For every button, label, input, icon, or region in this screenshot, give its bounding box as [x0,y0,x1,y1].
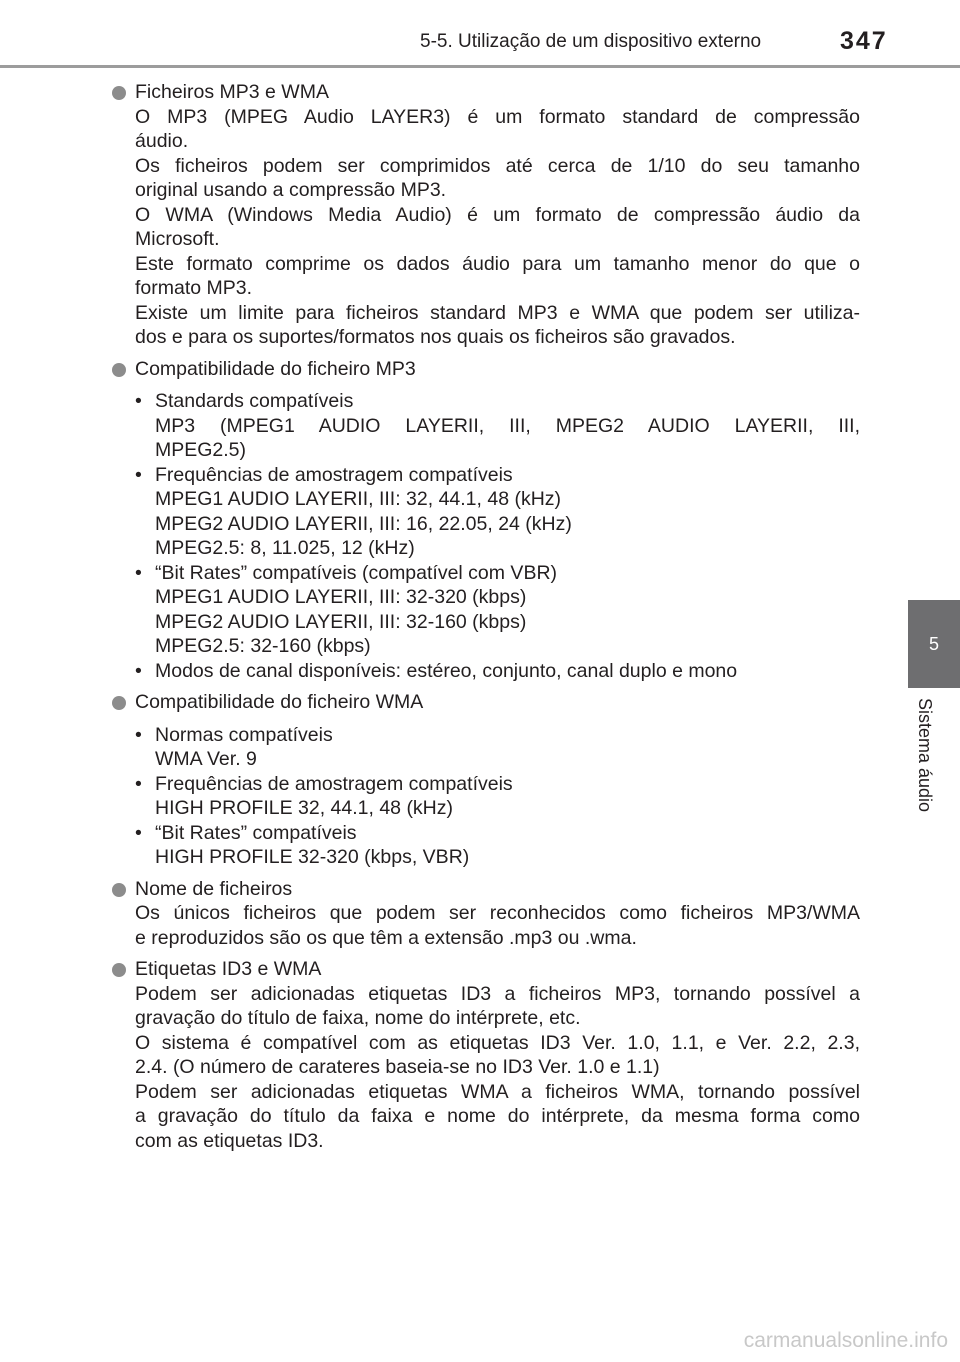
dot-bullet-icon: • [135,463,142,486]
item-line: MPEG2.5: 32-160 (kbps) [155,635,371,657]
paragraph-line: e reproduzidos são os que têm a extensão .mp3 ou .wma. [135,926,637,949]
item-line: MPEG1 AUDIO LAYERII, III: 32, 44.1, 48 (kHz) [155,488,562,510]
circle-bullet-icon [112,883,126,897]
list-item [135,659,860,684]
watermark: carmanualsonline.info [743,1329,948,1352]
item-line: “Bit Rates” compatíveis [155,821,357,844]
paragraph-line: O MP3 (MPEG Audio LAYER3) é um formato standard de compressão [135,105,860,128]
paragraph-line: a gravação do título da faixa e nome do intérprete, da mesma forma como [135,1105,860,1127]
section-title: Etiquetas ID3 e WMA [135,958,322,980]
item-line: HIGH PROFILE 32-320 (kbps, VBR) [155,846,470,868]
section-wma-compatibility [112,690,860,870]
paragraph-line: Podem ser adicionadas etiquetas ID3 a ficheiros MP3, tornando possível a [135,982,860,1005]
paragraph-line: formato MP3. [135,277,253,299]
paragraph-line: original usando a compressão MP3. [135,179,447,201]
item-line: MPEG2.5: 8, 11.025, 12 (kHz) [155,537,415,559]
dot-bullet-icon: • [135,659,142,682]
paragraph-line: gravação do título de faixa, nome do intérprete, etc. [135,1007,581,1029]
dot-bullet-icon: • [135,390,142,412]
circle-bullet-icon [112,696,126,710]
item-line: HIGH PROFILE 32, 44.1, 48 (kHz) [155,797,454,819]
dot-bullet-icon: • [135,772,142,795]
dot-bullet-icon: • [135,723,142,746]
item-line: MP3 (MPEG1 AUDIO LAYERII, III, MPEG2 AUDIO LAYERII, III, [155,414,860,437]
circle-bullet-icon [112,363,126,377]
chapter-number: 5 [928,634,939,654]
paragraph-line: 2.4. (O número de carateres baseia-se no ID3 Ver. 1.0 e 1.1) [135,1056,660,1078]
section-title: Nome de ficheiros [135,877,293,900]
chapter-label: Sistema áudio [915,697,935,813]
item-line: MPEG2 AUDIO LAYERII, III: 32-160 (kbps) [155,610,527,633]
circle-bullet-icon [112,86,126,100]
paragraph-line: Microsoft. [135,228,220,250]
page-number: 347 [840,27,888,55]
section-title: Ficheiros MP3 e WMA [135,81,329,103]
dot-bullet-icon: • [135,821,142,844]
spec-list [135,723,860,870]
chapter-tab [908,600,960,688]
item-line: MPEG2.5) [155,439,247,461]
list-item [135,723,860,772]
list-item [135,821,860,870]
paragraph-line: áudio. [135,130,189,152]
dot-bullet-icon: • [135,561,142,584]
section-title: Compatibilidade do ficheiro WMA [135,691,424,713]
item-line: Frequências de amostragem compatíveis [155,463,513,486]
paragraph-line: Este formato comprime os dados áudio para um tamanho menor do que o [135,252,860,275]
list-item [135,772,860,821]
item-line: WMA Ver. 9 [155,748,257,770]
header-divider [0,65,960,68]
item-line: Modos de canal disponíveis: estéreo, conjunto, canal duplo e mono [155,659,738,682]
list-item [135,389,860,463]
item-line: “Bit Rates” compatíveis (compatível com VBR) [155,561,558,584]
item-line: Standards compatíveis [155,390,354,412]
paragraph-line: Os únicos ficheiros que podem ser reconhecidos como ficheiros MP3/WMA [135,902,860,924]
page-body [112,80,860,1153]
section-mp3-compatibility [112,357,860,684]
paragraph-line: O sistema é compatível com as etiquetas ID3 Ver. 1.0, 1.1, e Ver. 2.2, 2.3, [135,1031,860,1054]
section-mp3-wma-files [112,80,860,350]
list-item [135,463,860,561]
circle-bullet-icon [112,963,126,977]
item-line: Normas compatíveis [155,723,333,746]
spec-list [135,389,860,683]
section-file-names [112,877,860,951]
paragraph-line: Podem ser adicionadas etiquetas WMA a ficheiros WMA, tornando possível [135,1080,860,1103]
section-title: Compatibilidade do ficheiro MP3 [135,357,416,380]
paragraph-line: dos e para os suportes/formatos nos quais os ficheiros são gravados. [135,326,736,348]
paragraph-line: Existe um limite para ficheiros standard MP3 e WMA que podem ser utiliza- [135,301,860,324]
paragraph-line: Os ficheiros podem ser comprimidos até cerca de 1/10 do seu tamanho [135,154,860,177]
paragraph-line: com as etiquetas ID3. [135,1129,324,1152]
list-item [135,561,860,659]
running-header-title: 5-5. Utilização de um dispositivo externo [420,31,762,52]
item-line: MPEG2 AUDIO LAYERII, III: 16, 22.05, 24 (kHz) [155,512,572,535]
paragraph-line: O WMA (Windows Media Audio) é um formato de compressão áudio da [135,203,860,226]
item-line: Frequências de amostragem compatíveis [155,772,513,795]
item-line: MPEG1 AUDIO LAYERII, III: 32-320 (kbps) [155,586,527,608]
section-id3-wma-tags [112,957,860,1153]
